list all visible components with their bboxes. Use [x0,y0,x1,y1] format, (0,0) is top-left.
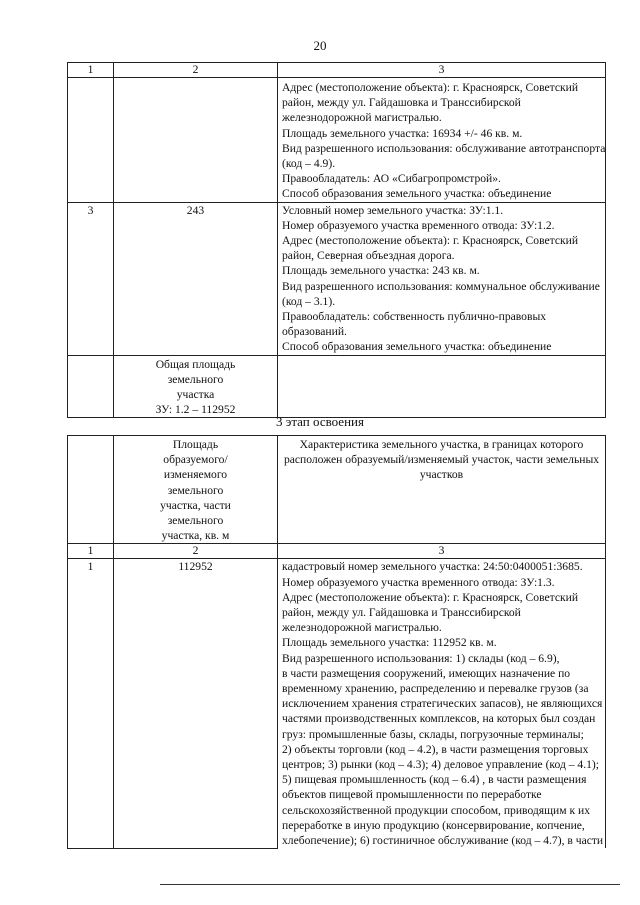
text-line: район, между ул. Гайдашовка и Транссибирской [282,96,521,110]
text-line: 5) пищевая промышленность (код – 6.4) , в части размещения [282,773,587,787]
text-line: участков [419,468,464,482]
text-line: Площадь [172,438,219,451]
text-line: Характеристика земельного участка, в границах которого [299,438,584,451]
text-line: переработке в иную продукцию (консервирование, копчение, [282,818,585,832]
text-line: (код – 4.9). [282,157,336,171]
text-line: Вид разрешенного использования: обслуживание автотранспорта [282,141,606,155]
text-line: Адрес (местоположение объекта): г. Красноярск, Советский [282,590,579,604]
page-bottom-rule [160,884,620,885]
text-line: участка, части [160,498,231,512]
row-area: 243 [114,202,278,355]
text-line: Правообладатель: собственность публично-правовых [282,310,547,324]
table-head-row [68,436,606,544]
text-line: земельного [167,514,224,528]
text-line: Условный номер земельного участка: ЗУ:1.1. [282,203,504,217]
text-line: Способ образования земельного участка: объединение [282,187,552,201]
text-line: район, между ул. Гайдашовка и Транссибирской [282,606,521,620]
text-line: изменяемого [163,468,228,482]
stage-title: 3 этап освоения [276,414,364,429]
text-line: ЗУ: 1.2 – 112952 [155,403,236,417]
text-line: Площадь земельного участка: 243 кв. м. [282,264,480,278]
text-line: сельскохозяйственной продукции способом, приводящим к их [282,803,591,817]
text-line: Адрес (местоположение объекта): г. Красноярск, Советский [282,234,579,248]
characteristics-cell [278,202,606,355]
header-col-2: 2 [114,544,278,559]
text-line: центров; 3) рынки (код – 4.3); 4) деловое управление (код – 4.1); [282,758,600,772]
header-col-1: 1 [68,63,114,78]
text-line: Номер образуемого участка временного отвода: ЗУ:1.3. [282,575,555,589]
text-line: земельного [167,483,224,497]
text-line: объектов пищевой промышленности по переработке [282,788,542,802]
text-line: (код – 3.1). [282,294,336,308]
characteristics-cell [278,559,606,848]
text-line: Площадь земельного участка: 16934 +/- 46 кв. м. [282,126,523,140]
text-line: частями производственных комплексов, на которых был создан [282,712,596,726]
text-line: кадастровый номер земельного участка: 24:50:0400051:3685. [282,560,583,574]
header-col-3: 3 [278,544,606,559]
characteristics-column-heading [278,436,606,544]
text-line: участка, кв. м [161,529,230,543]
text-line: груз: промышленные базы, склады, погрузочные терминалы; [282,727,584,741]
text-line: Способ образования земельного участка: объединение [282,340,552,354]
text-line: Правообладатель: АО «Сибагропромстрой». [282,172,501,186]
table-header-row [68,63,606,78]
table-row-total [68,355,606,418]
text-line: образуемого/ [163,453,228,467]
table-row-1 [68,559,606,848]
text-line: Номер образуемого участка временного отвода: ЗУ:1.2. [282,218,555,232]
text-line: хлебопечение); 6) гостиничное обслуживание (код – 4.7), в части [282,834,604,848]
header-col-3: 3 [278,63,606,78]
header-col-2: 2 [114,63,278,78]
cell-empty [68,436,114,544]
row-number: 3 [68,202,114,355]
text-line: участка [176,388,215,402]
text-line: исключением хранения стратегических запасов), не являющихся [282,697,603,711]
cell-empty [278,355,606,418]
row-area: 112952 [114,559,278,848]
total-area-cell [114,355,278,418]
cell-empty [68,78,114,203]
text-line: Адрес (местоположение объекта): г. Красноярск, Советский [282,81,579,94]
table-row-3 [68,202,606,355]
text-line: Площадь земельного участка: 112952 кв. м. [282,636,497,650]
text-line: расположен образуемый/изменяемый участок, части земельных [283,453,600,467]
row-number: 1 [68,559,114,848]
table-header-row [68,544,606,559]
text-line: Вид разрешенного использования: 1) склады (код – 6.9), [282,651,560,665]
text-line: Вид разрешенного использования: коммунальное обслуживание [282,279,600,293]
characteristics-cell [278,78,606,203]
cell-empty [114,78,278,203]
table-row-continued [68,78,606,203]
header-col-1: 1 [68,544,114,559]
text-line: 2) объекты торговли (код – 4.2), в части размещения торговых [282,742,589,756]
text-line: земельного [167,372,224,386]
land-table-stage-3 [67,435,606,849]
text-line: временному хранению, распределению и перевалке грузов (за [282,682,589,696]
text-line: район, Северная объездная дорога. [282,249,455,263]
text-line: образований. [282,325,347,339]
page-number: 20 [313,38,327,53]
area-column-heading [114,436,278,544]
text-line: в части размещения сооружений, имеющих назначение по [282,666,571,680]
text-line: Общая площадь [155,357,236,371]
text-line: железнодорожной магистралью. [282,621,442,635]
cell-empty [68,355,114,418]
text-line: железнодорожной магистралью. [282,111,442,125]
land-table-continued [67,62,606,418]
